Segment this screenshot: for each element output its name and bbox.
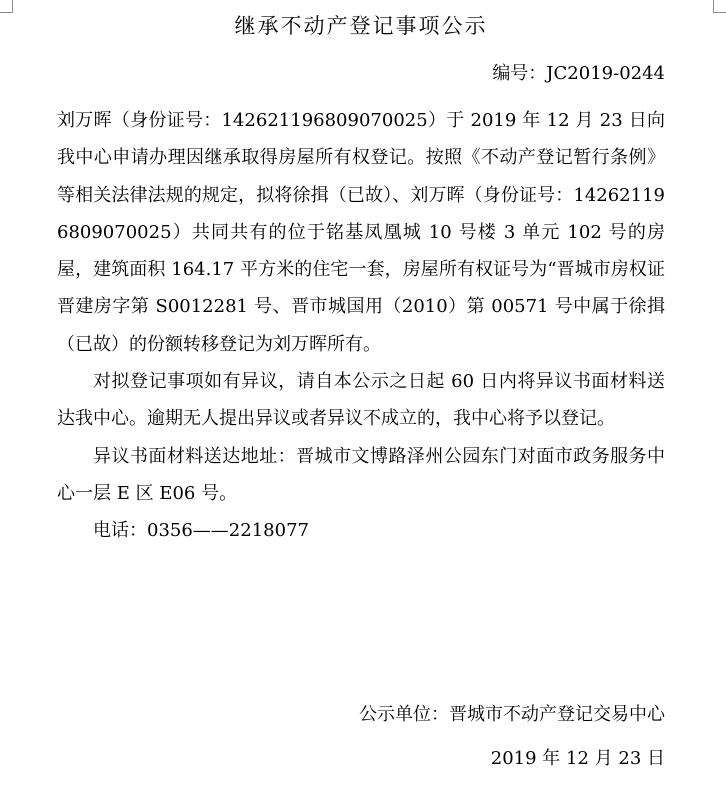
publisher: 公示单位：晋城市不动产登记交易中心 xyxy=(359,704,665,725)
paragraph-main: 刘万晖（身份证号：142621196809070025）于 2019 年 12 月 23 日向我中心申请办理因继承取得房屋所有权登记。按照《不动产登记暂行条例》等相关法律法规的规定，拟将徐揖（已故）、刘万晖（身份证号：142621196809070025）共同共有的位于铭基凤凰城 10 号楼 3 单元 102 号的房屋，建筑面积 164.17 平方米的住宅一套，房屋所有权证号为“晋城市房权证晋建房字第 S0012281 号、晋市城国用（2010）第 00571 号中属于徐揖（已故）的份额转移登记为刘万晖所有。 xyxy=(57,110,665,355)
notice-number: 编号：JC2019-0244 xyxy=(492,63,665,84)
page-corner-mark-top-right xyxy=(713,0,726,13)
notice-date: 2019 年 12 月 23 日 xyxy=(490,748,665,769)
notice-title: 继承不动产登记事项公示 xyxy=(234,14,488,38)
paragraph-phone: 电话：0356——2218077 xyxy=(93,520,309,542)
paragraph-objection: 对拟登记事项如有异议，请自本公示之日起 60 日内将异议书面材料送达我中心。逾期无人提出异议或者异议不成立的，我中心将予以登记。 xyxy=(57,371,665,430)
notice-body xyxy=(57,102,665,550)
paragraph-address: 异议书面材料送达地址：晋城市文博路泽州公园东门对面市政务服务中心一层 E 区 E06 号。 xyxy=(57,445,665,504)
page-corner-mark-top-left xyxy=(0,0,13,13)
